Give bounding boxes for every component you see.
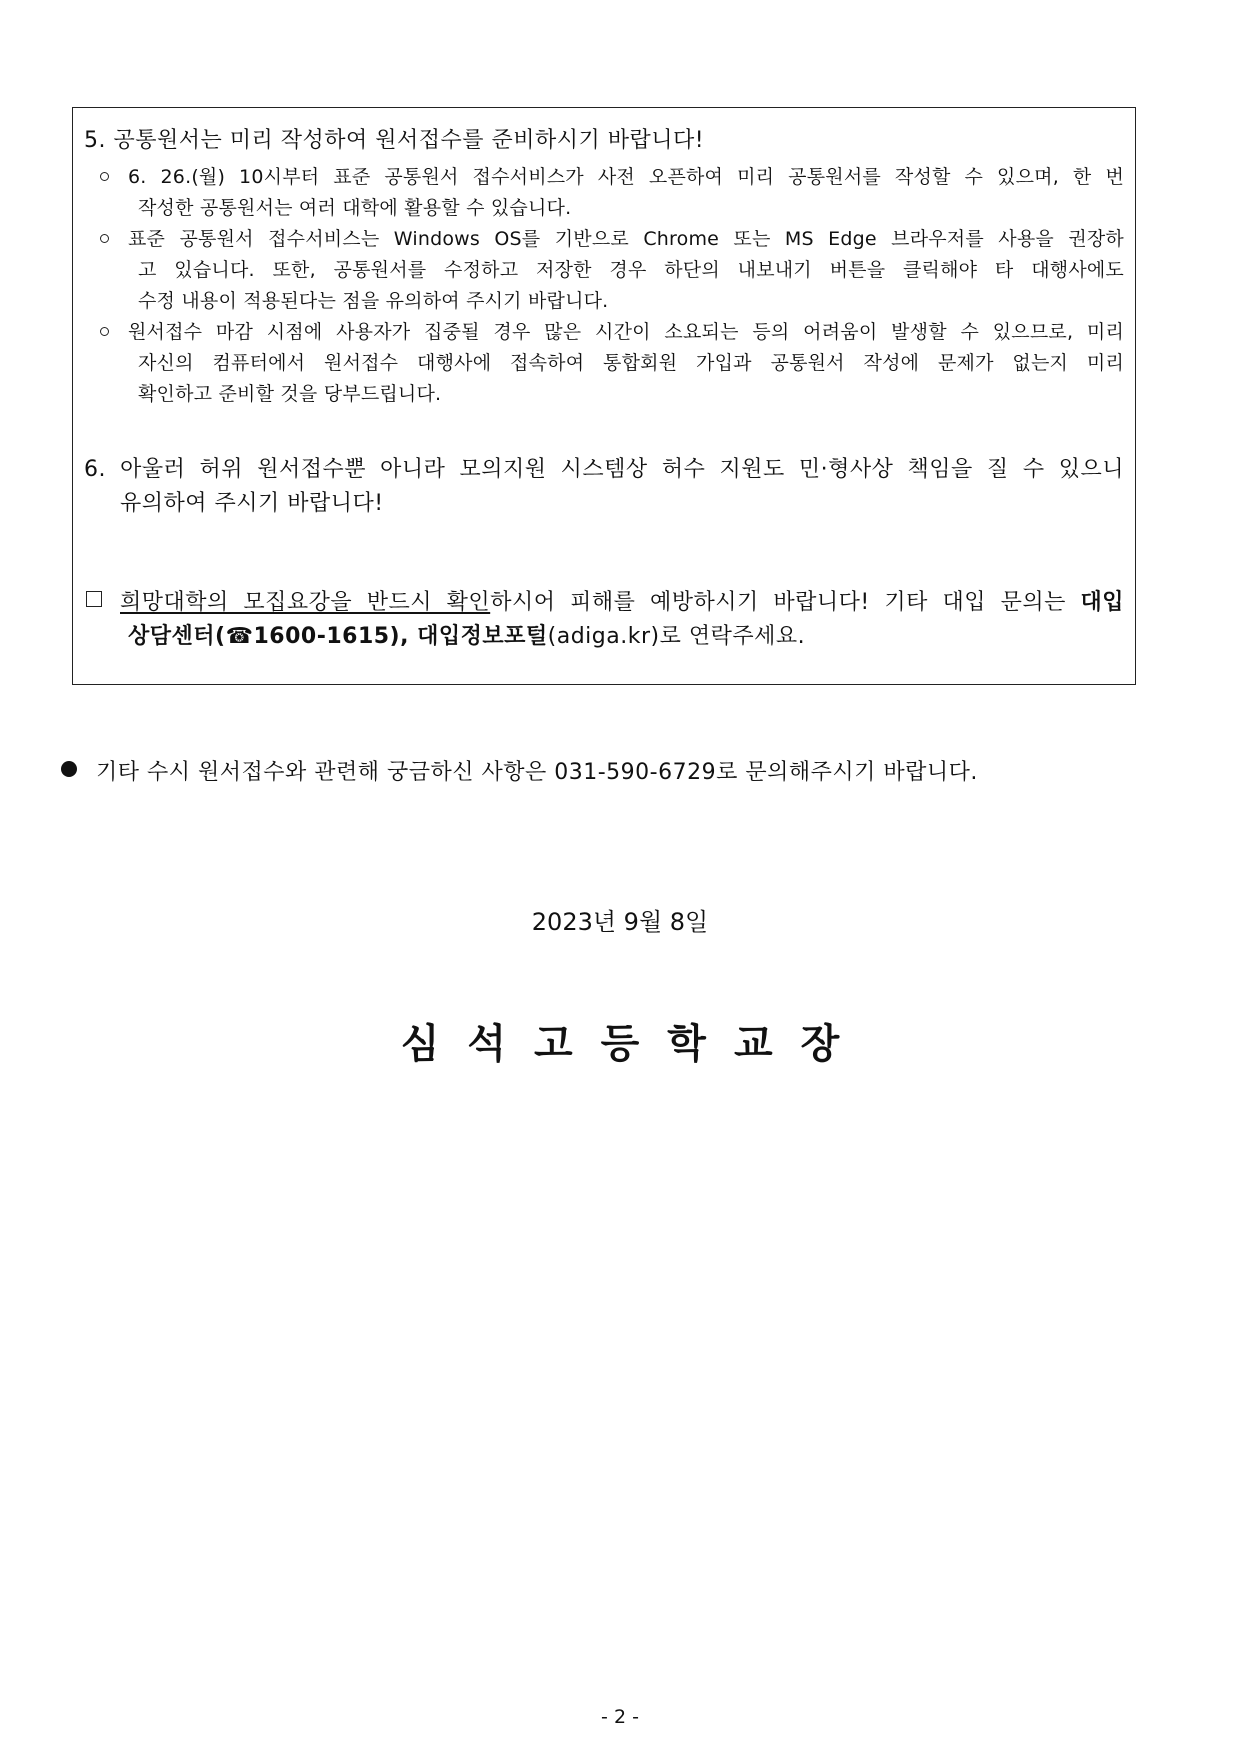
bullet3-line1: 원서접수 마감 시점에 사용자가 집중될 경우 많은 시간이 소요되는 등의 어려움이 발생할 수 있으므로, 미리 — [128, 321, 1124, 343]
check-note-bold1: 대입 — [1080, 590, 1124, 615]
filled-circle-bullet-icon — [61, 761, 77, 777]
bullet2-line2: 고 있습니다. 또한, 공통원서를 수정하고 저장한 경우 하단의 내보내기 버튼을 클릭해야 타 대행사에도 — [138, 259, 1124, 281]
document-date: 2023년 9월 8일 — [531, 908, 709, 936]
circle-bullet-icon — [100, 234, 109, 243]
section6-line2: 유의하여 주시기 바랍니다! — [120, 491, 384, 516]
circle-bullet-icon — [100, 327, 109, 336]
check-note-line1 — [120, 585, 1124, 616]
checkbox-square-icon — [86, 591, 102, 607]
bullet2-line1: 표준 공통원서 접수서비스는 Windows OS를 기반으로 Chrome 또는 MS Edge 브라우저를 사용을 권장하 — [128, 228, 1124, 250]
page-number: - 2 - — [601, 1706, 639, 1728]
check-note-rest1: 하시어 피해를 예방하시기 바랍니다! 기타 대입 문의는 — [490, 590, 1081, 615]
bullet3-line2: 자신의 컴퓨터에서 원서접수 대행사에 접속하여 통합회원 가입과 공통원서 작성에 문제가 없는지 미리 — [138, 352, 1124, 374]
check-note-line2 — [128, 619, 805, 650]
bullet2-line3: 수정 내용이 적용된다는 점을 유의하여 주시기 바랍니다. — [138, 290, 609, 312]
bullet3-line3: 확인하고 준비할 것을 당부드립니다. — [138, 383, 442, 405]
bullet1-line1: 6. 26.(월) 10시부터 표준 공통원서 접수서비스가 사전 오픈하여 미리 공통원서를 작성할 수 있으며, 한 번 — [128, 166, 1124, 188]
bullet1-line2: 작성한 공통원서는 여러 대학에 활용할 수 있습니다. — [138, 197, 572, 219]
check-note-underlined: 희망대학의 모집요강을 반드시 확인 — [120, 590, 491, 615]
check-note-rest2: (adiga.kr)로 연락주세요. — [547, 624, 806, 649]
section5-title: 5. 공통원서는 미리 작성하여 원서접수를 준비하시기 바랍니다! — [84, 128, 705, 153]
inquiry-text: 기타 수시 원서접수와 관련해 궁금하신 사항은 031-590-6729로 문의해주시기 바랍니다. — [96, 760, 978, 785]
section6-line1: 6. 아울러 허위 원서접수뿐 아니라 모의지원 시스템상 허수 지원도 민·형사상 책임을 질 수 있으니 — [84, 457, 1124, 482]
principal-signature: 심석고등학교장 — [400, 1021, 868, 1067]
check-note-bold2: 상담센터(☎1600-1615), 대입정보포털 — [128, 624, 548, 649]
circle-bullet-icon — [100, 172, 109, 181]
